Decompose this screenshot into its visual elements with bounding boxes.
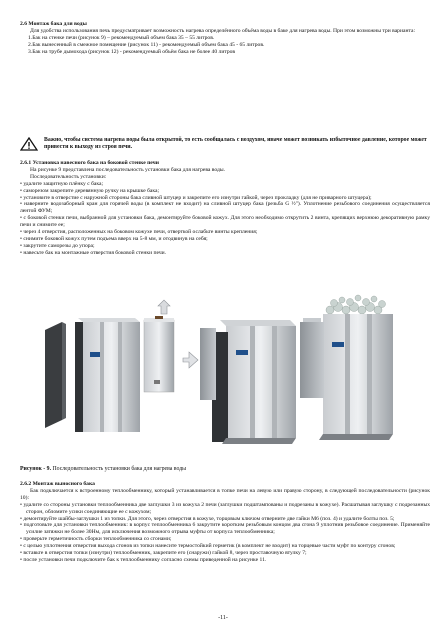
- install-step: • навесьте бак на монтажные отверстия боковой стенки печи.: [20, 249, 167, 256]
- section-2-6-intro: Для удобства использования печь предусматривает возможность нагрева определённого объёма воды в баке для нагрева воды. При этом возможны три варианта:: [30, 27, 415, 34]
- option-1: 1.Бак на стенке печи (рисунок 9) – рекомендуемый объем бака 35 – 55 литров.: [28, 34, 215, 41]
- warning-note: [20, 137, 430, 151]
- sequence-label: Последовательность установки:: [30, 173, 107, 180]
- mount-step: • удалите со стороны установки теплообменника две заглушки 3 из кожуха 2 печи (заглушки подштампованы и подрезаны в кожухе). Расшатывая заглушку с подрезанных сторон, обломите усики соединяющие ее с кожухом;: [20, 501, 430, 515]
- section-2-6-1-heading: 2.6.1 Установка навесного бака на боковой стенке печи: [20, 160, 160, 166]
- install-step: • снимите боковой кожух путем подъема вверх на 5-8 мм, и отодвинув на себя;: [20, 235, 208, 242]
- installation-sequence-illustration: [40, 288, 415, 458]
- option-3: 3.Бак на трубе дымохода (рисунок 12) - рекомендуемый объём бака не более 40 литров: [28, 48, 236, 55]
- install-step: • саморезом закрепите деревянную ручку на крышке бака;: [20, 187, 160, 194]
- mount-step: • с целью уплотнения отверстия выхода сгонов из топки нанесите термостойкий герметик (в комплект не входит) на торцевые части муфт по контуру сгонов;: [20, 543, 396, 550]
- install-step: • закрутите саморезы до упора;: [20, 242, 95, 249]
- figure-label: Рисунок - 9.: [20, 466, 52, 472]
- section-2-6: [20, 21, 430, 56]
- section-2-6-1-intro: На рисунке 9 представлена последовательность установки бака для нагрева воды.: [30, 166, 226, 173]
- stove-2-with-tank: [200, 320, 296, 444]
- page-number: -11-: [218, 615, 228, 621]
- section-2-6-heading: 2.6 Монтаж бака для воды: [20, 21, 87, 27]
- option-2: 2.Бак вынесенный в смежное помещение (рисунок 11) - рекомендуемый объем бака 45 - 65 литров.: [28, 41, 265, 48]
- warning-icon: [20, 137, 38, 151]
- install-step: • удалите защитную плёнку с бака;: [20, 180, 104, 187]
- figure-caption: [20, 466, 186, 472]
- side-panel: [45, 322, 66, 428]
- install-step: • с боковой стенки печи, выбранной для установки бака, демонтируйте боковой кожух. Для этого необходимо открутить 2 винта, крепящих верхнюю декоративную рамку печи и снимите ее;: [20, 215, 430, 229]
- section-2-6-1: [20, 160, 430, 257]
- figure-text: Последовательность установки бака для нагрева воды: [51, 466, 187, 472]
- install-step: • через 4 отверстия, расположенных на боковом кожухе печи, отверткой ослабьте винты крепления;: [20, 229, 258, 236]
- warning-text: Важно, чтобы система нагрева воды была открытой, то есть сообщалась с воздухом, иначе может возникать избыточное давление, которое может привести к выходу из строя печи.: [44, 137, 427, 150]
- mount-step: • подготовьте для установки теплообменник: в корпус теплообменника 6 закрутите коротким резьбовым концом два сгона 9 уплотнив резьбовое соединение. Применяйте усилие затяжки не более 30Нм, для исключения возможного отрыва муфты от корпуса теплообменника;: [20, 522, 430, 536]
- mount-step: • вставьте в отверстия топки (изнутри) теплообменник, закрепите его (снаружи) гайкой 8, через проставочную втулку 7;: [20, 550, 307, 557]
- stove-1: [75, 318, 140, 432]
- mount-step: • после установки печи подключите бак к теплообменнику согласно схемы приведенной на рисунке 11.: [20, 556, 267, 563]
- mount-step: • демонтируйте шайбы-заглушки 1 из топки. Для этого, через отверстия в кожухе, торцовым ключом отверните две гайки М6 (поз. 4) и удалите болты поз. 5;: [20, 515, 395, 522]
- install-step: • наверните водозаборный кран для горячей воды (в комплект не входит) на сливной штуцер бака (резьба G ½"). Уплотнение резьбового соединения осуществляется лентой ФУМ;: [20, 201, 430, 215]
- section-2-6-2: [20, 481, 430, 564]
- mount-step: • проверьте герметичность сборки теплообменника со сгонами;: [20, 536, 172, 543]
- stove-3-with-stones: [300, 295, 393, 440]
- install-step: • установите в отверстие с наружной стороны бака сливной штуцер и закрепите его изнутри гайкой, через прокладку (для не приварного штуцера);: [20, 194, 372, 201]
- section-2-6-2-heading: 2.6.2 Монтаж выносного бака: [20, 481, 95, 487]
- water-tank-1: [144, 300, 198, 392]
- section-2-6-2-intro: Бак подключается к встроенному теплообменнику, который устанавливается в топке печи на левую или правую сторону, в следующей последовательности (рисунок 10):: [20, 487, 430, 501]
